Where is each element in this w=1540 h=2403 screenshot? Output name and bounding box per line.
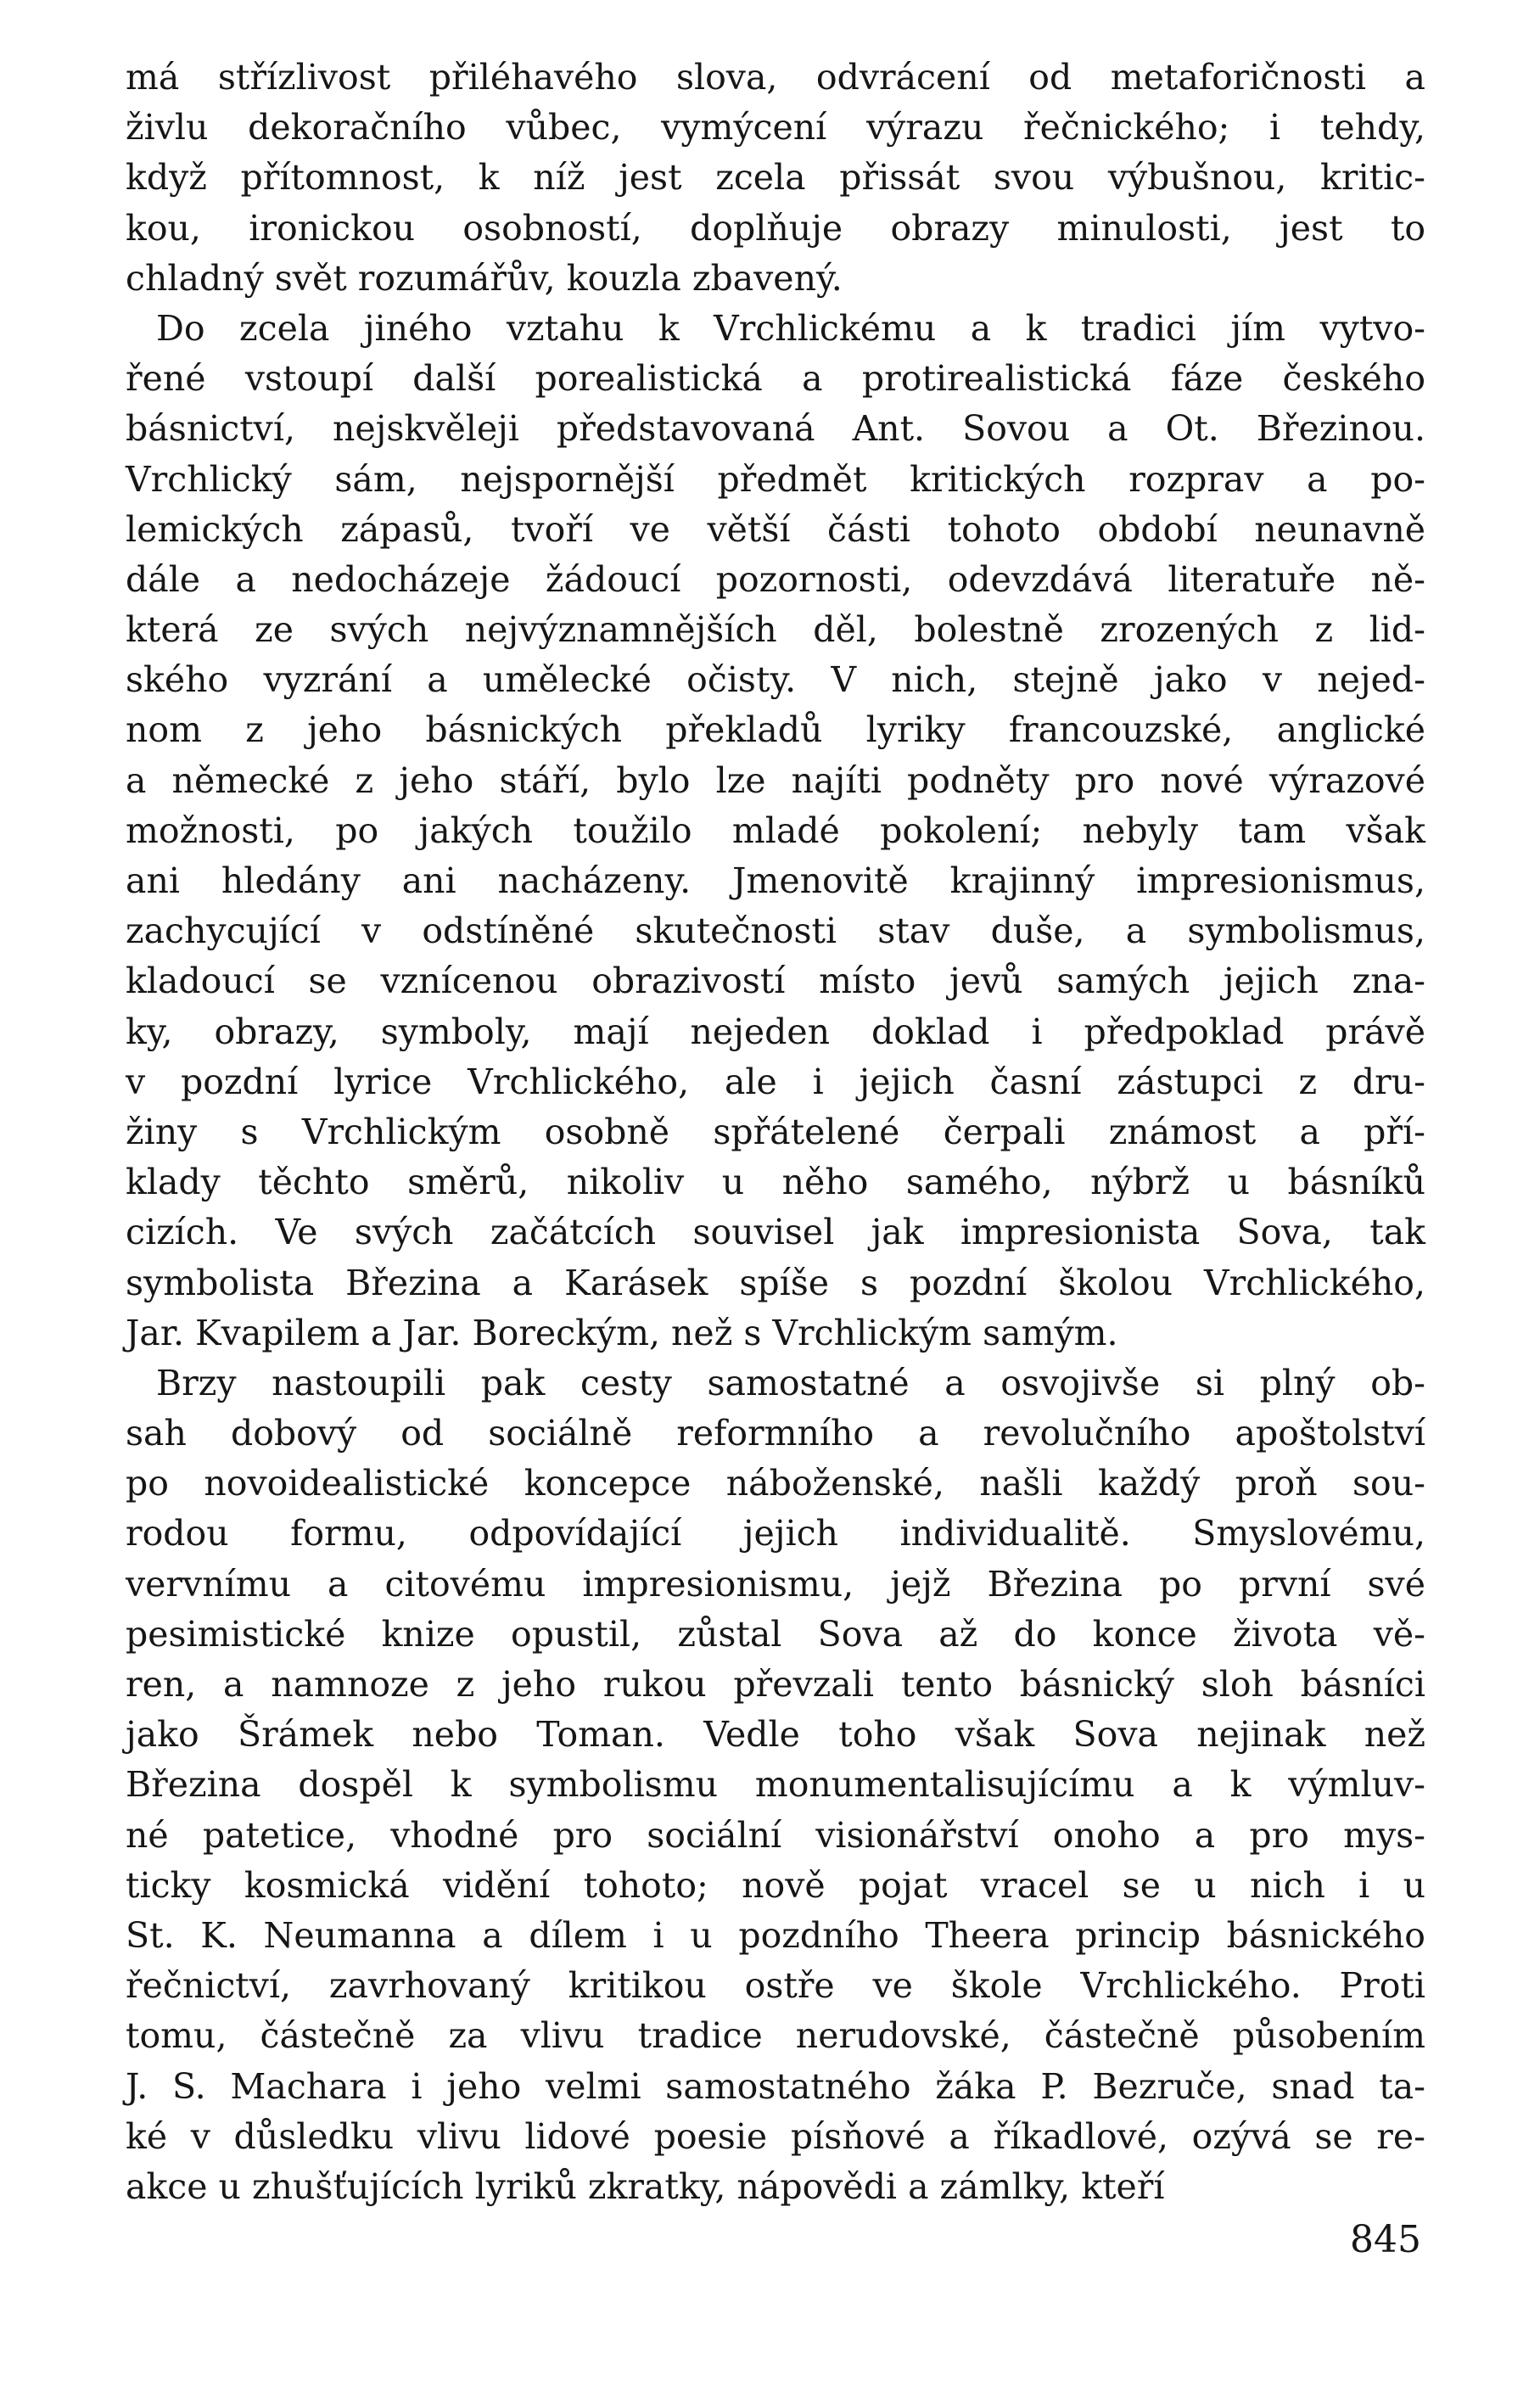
text-line: řečnictví, zavrhovaný kritikou ostře ve škole Vrchlického. Proti (126, 1965, 1425, 2007)
text-line: která ze svých nejvýznamnějších děl, bolestně zrozených z lid- (126, 609, 1425, 651)
text-line: tomu, částečně za vlivu tradice nerudovské, částečně působením (126, 2015, 1425, 2057)
text-line: symbolista Březina a Karásek spíše s pozdní školou Vrchlického, (126, 1262, 1425, 1303)
text-line: ani hledány ani nacházeny. Jmenovitě krajinný impresionismus, (126, 860, 1425, 901)
text-line: žiny s Vrchlickým osobně spřátelené čerpali známost a pří- (126, 1111, 1425, 1152)
text-line: po novoidealistické koncepce náboženské, našli každý proň sou- (126, 1463, 1425, 1504)
text-line: nom z jeho básnických překladů lyriky francouzské, anglické (126, 709, 1425, 751)
text-line: klady těchto směrů, nikoliv u něho samého, nýbrž u básníků (126, 1162, 1425, 1203)
page-number: 845 (1350, 2218, 1421, 2261)
text-line: cizích. Ve svých začátcích souvisel jak impresionista Sova, tak (126, 1212, 1425, 1253)
text-line: zachycující v odstíněné skutečnosti stav duše, a symbolismus, (126, 910, 1425, 952)
text-line: Do zcela jiného vztahu k Vrchlickému a k tradici jím vytvo- (156, 307, 1425, 349)
text-line: Brzy nastoupili pak cesty samostatné a osvojivše si plný ob- (156, 1362, 1425, 1403)
text-line: v pozdní lyrice Vrchlického, ale i jejich časní zástupci z dru- (126, 1061, 1425, 1102)
text-line: ren, a namnoze z jeho rukou převzali tento básnický sloh básníci (126, 1664, 1425, 1705)
text-line: rodou formu, odpovídající jejich individualitě. Smyslovému, (126, 1513, 1425, 1554)
text-line: básnictví, nejskvěleji představovaná Ant. Sovou a Ot. Březinou. (126, 408, 1425, 450)
body-text (126, 53, 1425, 2212)
text-line: kladoucí se vznícenou obrazivostí místo jevů samých jejich zna- (126, 961, 1425, 1002)
text-line: ké v důsledku vlivu lidové poesie písňové a říkadlové, ozývá se re- (126, 2115, 1425, 2157)
text-line: J. S. Machara i jeho velmi samostatného žáka P. Bezruče, snad ta- (126, 2065, 1425, 2107)
text-line: lemických zápasů, tvoří ve větší části tohoto období neunavně (126, 508, 1425, 550)
text-line: řené vstoupí další porealistická a protirealistická fáze českého (126, 358, 1425, 400)
text-line: Březina dospěl k symbolismu monumentalisujícímu a k výmluv- (126, 1764, 1425, 1806)
text-line: a německé z jeho stáří, bylo lze najíti podněty pro nové výrazové (126, 759, 1425, 801)
text-line: když přítomnost, k níž jest zcela přissát svou výbušnou, kritic- (126, 157, 1425, 199)
text-line: sah dobový od sociálně reformního a revolučního apoštolství (126, 1413, 1425, 1454)
text-line: jako Šrámek nebo Toman. Vedle toho však Sova nejinak než (126, 1714, 1425, 1756)
text-line: Jar. Kvapilem a Jar. Boreckým, než s Vrchlickým samým. (126, 1312, 1118, 1353)
text-line: kou, ironickou osobností, doplňuje obrazy minulosti, jest to (126, 207, 1425, 249)
text-line: ky, obrazy, symboly, mají nejeden doklad i předpoklad právě (126, 1011, 1425, 1052)
text-line: akce u zhušťujících lyriků zkratky, nápovědi a zámlky, kteří (126, 2165, 1165, 2207)
text-line: dále a nedocházeje žádoucí pozornosti, odevzdává literatuře ně- (126, 558, 1425, 600)
text-line: možnosti, po jakých toužilo mladé pokolení; nebyly tam však (126, 809, 1425, 851)
text-line: St. K. Neumanna a dílem i u pozdního Theera princip básnického (126, 1914, 1425, 1956)
text-line: pesimistické knize opustil, zůstal Sova až do konce života vě- (126, 1613, 1425, 1655)
text-line: Vrchlický sám, nejspornější předmět kritických rozprav a po- (126, 458, 1425, 500)
paragraph (126, 1358, 1425, 2212)
text-line: vervnímu a citovému impresionismu, jejž Březina po první své (126, 1563, 1425, 1605)
paragraph (126, 304, 1425, 1358)
text-line: né patetice, vhodné pro sociální visionářství onoho a pro mys- (126, 1814, 1425, 1856)
text-line: má střízlivost přiléhavého slova, odvrácení od metaforičnosti a (126, 57, 1425, 98)
text-line: ského vyzrání a umělecké očisty. V nich, stejně jako v nejed- (126, 659, 1425, 701)
text-line: živlu dekoračního vůbec, vymýcení výrazu řečnického; i tehdy, (126, 107, 1425, 148)
text-line: ticky kosmická vidění tohoto; nově pojat vracel se u nich i u (126, 1864, 1425, 1906)
paragraph (126, 53, 1425, 304)
text-line: chladný svět rozumářův, kouzla zbavený. (126, 257, 843, 299)
